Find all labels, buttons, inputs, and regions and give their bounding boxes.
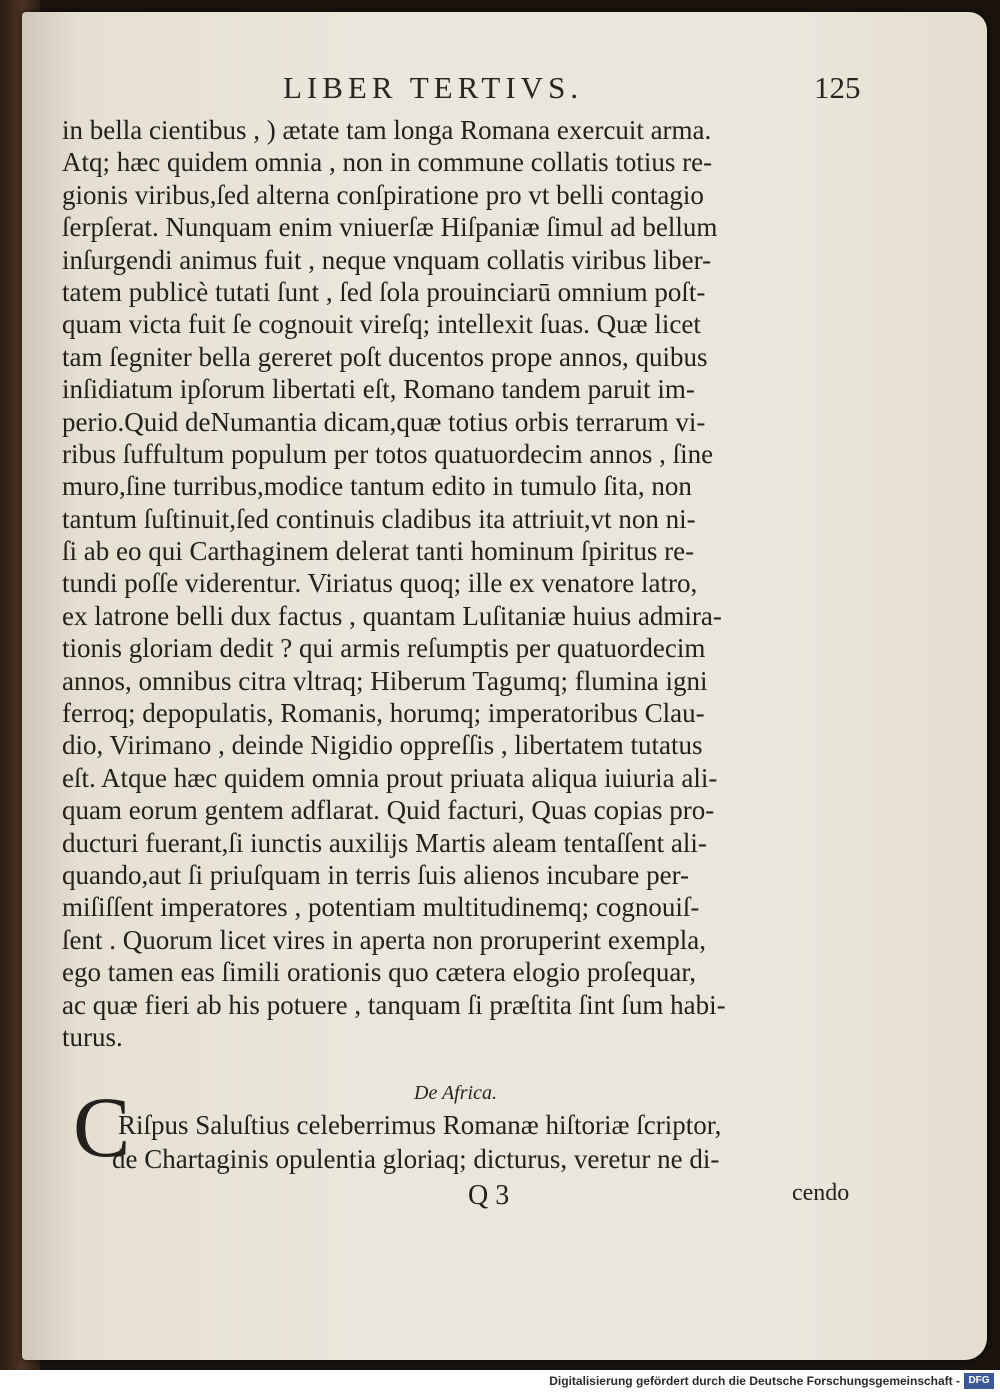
catchword: cendo [792, 1180, 850, 1206]
text-line: tundi poſſe viderentur. Viriatus quoq; ille ex venatore latro, [62, 568, 698, 599]
text-line: ribus ſuffultum populum per totos quatuordecim annos , ſine [62, 438, 714, 469]
text-line: ego tamen eas ſimili orationis quo cætera elogio proſequar, [62, 957, 696, 988]
text-line: Atq; hæc quidem omnia , non in commune collatis totius re- [62, 147, 713, 178]
text-line: tantum ſuſtinuit,ſed continuis cladibus ita attriuit,vt non ni- [62, 503, 696, 534]
text-line: inſidiatum ipſorum libertati eſt, Romano tandem paruit im- [62, 374, 695, 405]
page-header [0, 70, 1000, 110]
text-line: turus. [62, 1021, 123, 1052]
text-line: ſerpſerat. Nunquam enim vniuerſæ Hiſpaniæ ſimul ad bellum [62, 212, 718, 243]
dfg-logo-icon: DFG [964, 1373, 994, 1389]
text-line: eſt. Atque hæc quidem omnia prout priuata aliqua iuiuria ali- [62, 762, 718, 793]
funding-credit: Digitalisierung gefördert durch die Deutsche Forschungsgemeinschaft - [549, 1374, 960, 1388]
section-heading: De Africa. [414, 1082, 497, 1104]
text-line: ac quæ fieri ab his potuere , tanquam ſi præſtita ſint ſum habi- [62, 989, 726, 1020]
text-line: inſurgendi animus fuit , neque vnquam collatis viribus liber- [62, 244, 712, 275]
text-line: miſiſſent imperatores , potentiam multitudinemq; cognouiſ- [62, 892, 700, 923]
body-text [62, 114, 862, 1053]
text-line: quam victa fuit ſe cognouit vireſq; intellexit ſuas. Quæ licet [62, 309, 701, 340]
section-text-line: Riſpus Saluſtius celeberrimus Romanæ hiſtoriæ ſcriptor, [118, 1110, 722, 1140]
page-number: 125 [814, 70, 861, 105]
text-line: tatem publicè tutati ſunt , ſed ſola prouinciarū omnium poſt- [62, 276, 706, 307]
text-line: ſent . Quorum licet vires in aperta non proruperint exempla, [62, 924, 707, 955]
text-line: tam ſegniter bella gereret poſt ducentos prope annos, quibus [62, 341, 708, 372]
text-line: in bella cientibus , ) ætate tam longa Romana exercuit arma. [62, 115, 712, 145]
text-line: ferroq; depopulatis, Romanis, horumq; imperatoribus Clau- [62, 698, 705, 729]
section-text-line: de Chartaginis opulentia gloriaq; dicturus, veretur ne di- [112, 1144, 720, 1174]
text-line: quam eorum gentem adflarat. Quid facturi, Quas copias pro- [62, 795, 715, 826]
drop-cap: C [73, 1079, 131, 1175]
text-line: quando,aut ſi priuſquam in terris ſuis alienos incubare per- [62, 859, 690, 890]
footer-bar [0, 1370, 1000, 1394]
text-line: annos, omnibus citra vltraq; Hiberum Tagumq; flumina igni [62, 665, 708, 696]
text-line: tionis gloriam dedit ? qui armis reſumptis per quatuordecim [62, 633, 706, 664]
text-line: dio, Virimano , deinde Nigidio oppreſſis , libertatem tutatus [62, 730, 703, 761]
text-line: gionis viribus,ſed alterna conſpiratione pro vt belli contagio [62, 179, 704, 210]
signature-mark: Q 3 [468, 1180, 510, 1211]
text-line: ducturi fuerant,ſi iunctis auxilijs Martis aleam tentaſſent ali- [62, 827, 707, 858]
running-title: LIBER TERTIVS. [283, 70, 584, 105]
text-line: muro,ſine turribus,modice tantum edito in tumulo ſita, non [62, 471, 692, 502]
text-line: ſi ab eo qui Carthaginem delerat tanti hominum ſpiritus re- [62, 536, 695, 567]
text-line: perio.Quid deNumantia dicam,quæ totius orbis terrarum vi- [62, 406, 706, 437]
text-line: ex latrone belli dux factus , quantam Luſitaniæ huius admira- [62, 600, 722, 631]
